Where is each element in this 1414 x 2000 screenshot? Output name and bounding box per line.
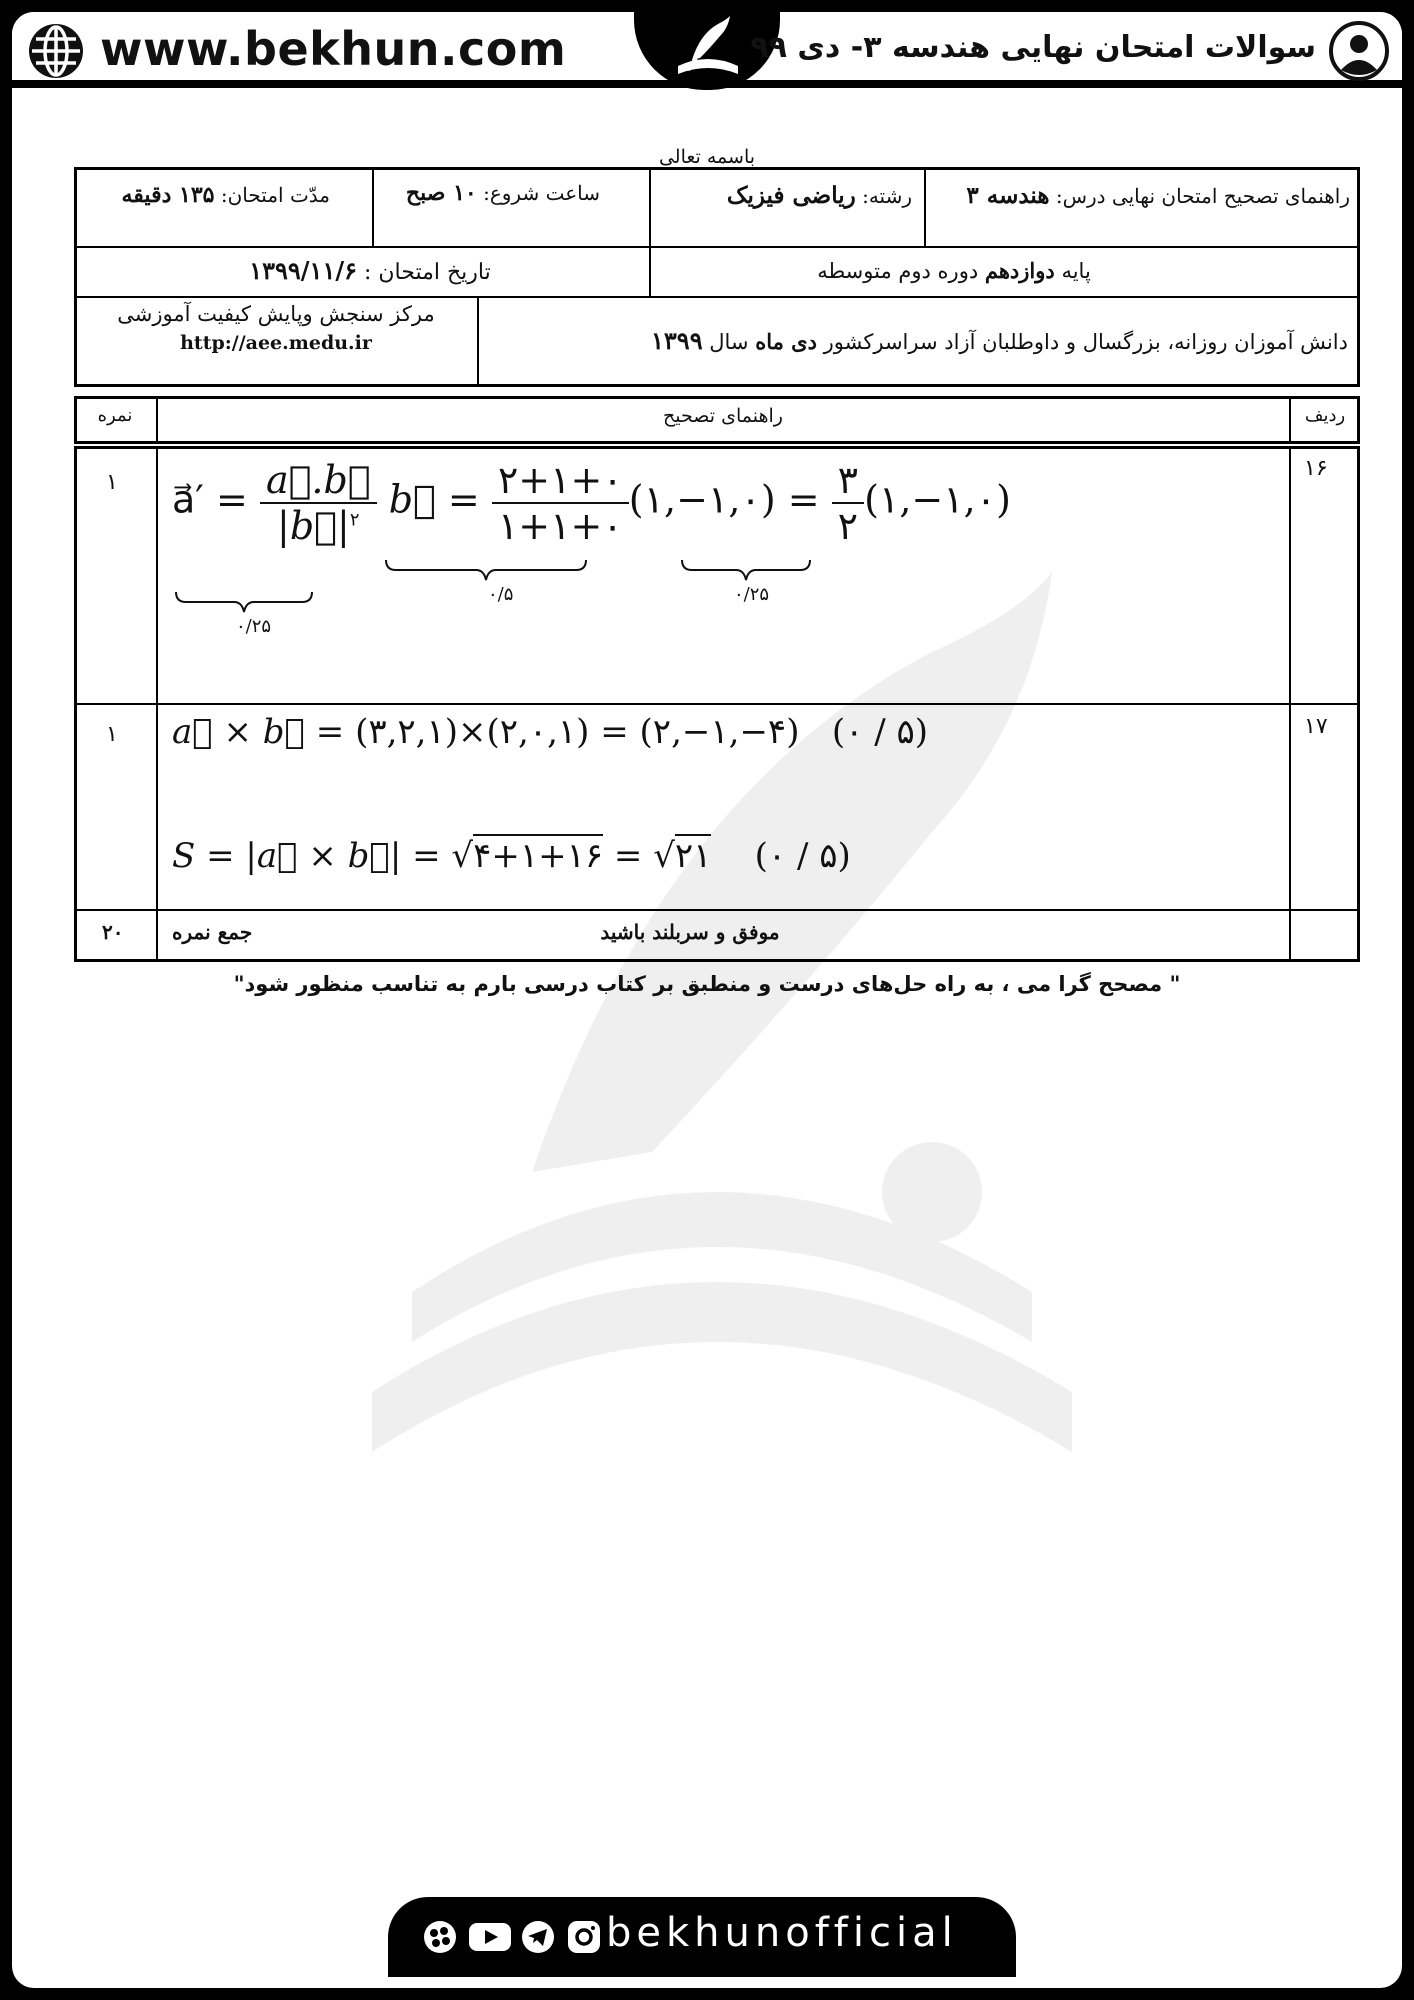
total-label: جمع نمره <box>172 920 253 944</box>
col-guide-header: راهنمای تصحیح <box>663 405 783 427</box>
brace-marks <box>0 0 1414 700</box>
start-label: ساعت شروع: <box>483 181 600 205</box>
projection-formula: a⃗′ = $\frac{a⃗.b⃗}{|b⃗|^۲}$ b⃗ = $\frac{۲+۱+۰}{۱+۱+۰}$ (۱,−۱,۰) = $\frac{۳}{۲}$ (۱,−۱,۰) <box>172 458 1011 548</box>
mark-025-a: ۰/۲۵ <box>236 616 272 637</box>
square-exponent: ۲ <box>349 509 360 531</box>
social-handle[interactable]: bekhunofficial <box>606 1910 958 1956</box>
mark-05: ۰/۵ <box>488 584 514 605</box>
row-number: ۱۶ <box>1304 456 1328 481</box>
field-name: ریاضی فیزیک <box>726 182 856 209</box>
result-denominator: ۲ <box>837 504 859 548</box>
wish-text: موفق و سربلند باشید <box>600 920 780 944</box>
mark-05-cross: (۰ / ۵) <box>831 712 929 752</box>
castbox-icon[interactable] <box>422 1919 458 1955</box>
area-radicand: ۴+۱+۱۶ <box>473 836 604 876</box>
instagram-icon[interactable] <box>566 1919 602 1955</box>
row-score: ۱ <box>106 722 118 747</box>
exam-year: ۱۳۹۹ <box>651 326 703 355</box>
grade-value: دوازدهم <box>984 258 1055 283</box>
social-bar <box>388 1897 1016 1977</box>
start-time: ۱۰ صبح <box>405 180 477 206</box>
center-url[interactable]: http://aee.medu.ir <box>180 332 372 354</box>
area-result: ۲۱ <box>674 836 712 876</box>
center-name: مرکز سنجش وپایش کیفیت آموزشی <box>117 302 435 326</box>
youtube-icon[interactable] <box>468 1919 512 1955</box>
divider <box>74 703 1360 705</box>
row-number: ۱۷ <box>1304 714 1328 739</box>
header-title: سوالات امتحان نهایی هندسه ۳- دی ۹۹ <box>750 30 1316 65</box>
mark-025-b: ۰/۲۵ <box>734 584 770 605</box>
year-label: سال <box>709 330 749 354</box>
grade-prefix: پایه <box>1061 259 1091 283</box>
vector-b: (۱,−۱,۰) <box>628 477 776 522</box>
total-value: ۲۰ <box>102 920 124 944</box>
exam-date: ۱۳۹۹/۱۱/۶ <box>249 256 357 285</box>
grading-note: " مصحح گرا می ، به راه حل‌های درست و منطبق بر کتاب درسی بارم به تناسب منظور شود" <box>233 972 1181 996</box>
denominator: ۱+۱+۰ <box>497 504 623 548</box>
duration-label: مدّت امتحان: <box>220 183 330 207</box>
mark-05-area: (۰ / ۵) <box>754 836 851 876</box>
cross-operands: (۳,۲,۱)×(۲,۰,۱) <box>355 712 590 752</box>
exam-month: دی ماه <box>755 329 817 354</box>
site-link[interactable]: www.bekhun.com <box>100 22 567 76</box>
guide-label: راهنمای تصحیح امتحان نهایی درس: <box>1055 184 1350 208</box>
col-row-header: ردیف <box>1304 405 1346 426</box>
telegram-icon[interactable] <box>520 1919 556 1955</box>
cross-product: a⃗ × b⃗ = (۳,۲,۱)×(۲,۰,۱) = (۲,−۱,−۴) (۰ / ۵) <box>172 712 929 752</box>
field-label: رشته: <box>862 184 912 208</box>
basmala: باسمه تعالی <box>658 146 756 168</box>
grade-suffix: دوره دوم متوسطه <box>817 259 979 283</box>
vector-b-result: (۱,−۱,۰) <box>864 477 1011 522</box>
area-formula: S = |a⃗ × b⃗| = √۴+۱+۱۶ = √۲۱ (۰ / ۵) <box>172 836 851 876</box>
course-name: هندسه ۳ <box>966 182 1050 209</box>
divider <box>74 909 1360 911</box>
col-score-header: نمره <box>97 405 133 426</box>
result-numerator: ۳ <box>832 458 864 504</box>
numerator: ۲+۱+۰ <box>492 458 629 504</box>
row-score: ۱ <box>106 470 118 495</box>
students-text: دانش آموزان روزانه، بزرگسال و داوطلبان آزاد سراسرکشور <box>823 330 1348 354</box>
duration-value: ۱۳۵ دقیقه <box>121 182 215 208</box>
cross-result: (۲,−۱,−۴) <box>639 712 800 752</box>
date-label: تاریخ امتحان : <box>363 260 491 285</box>
